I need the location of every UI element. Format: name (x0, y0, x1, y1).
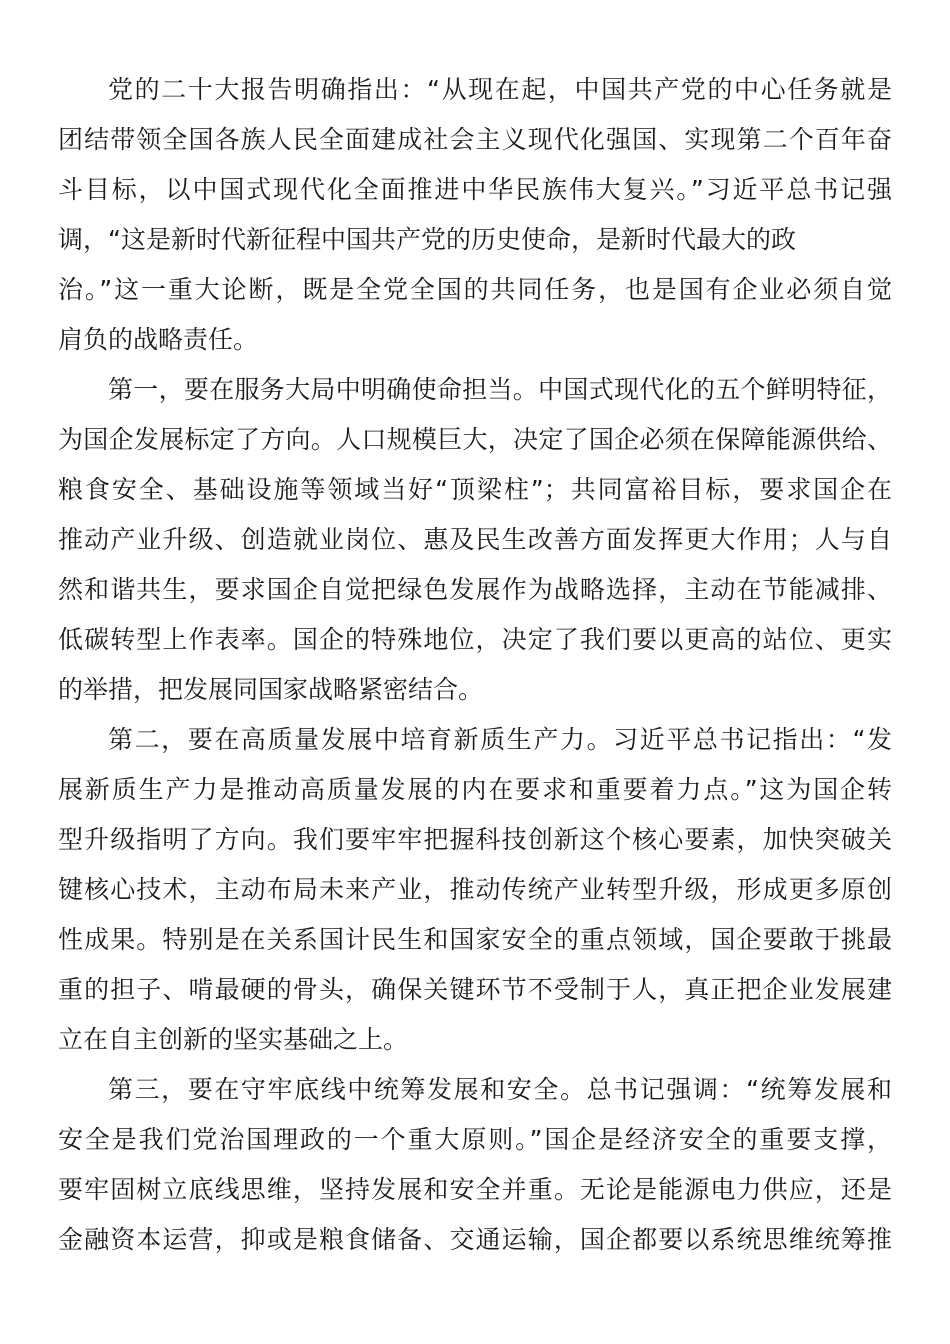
text-line: 型升级指明了方向。我们要牢牢把握科技创新这个核心要素，加快突破关 (58, 825, 892, 854)
text-line: 金融资本运营，抑或是粮食储备、交通运输，国企都要以系统思维统筹推 (58, 1225, 892, 1254)
text-line: 性成果。特别是在关系国计民生和国家安全的重点领域，国企要敢于挑最 (58, 925, 892, 954)
text-line: 肩负的战略责任。 (58, 325, 259, 354)
text-line: 低碳转型上作表率。国企的特殊地位，决定了我们要以更高的站位、更实 (58, 625, 892, 654)
text-line: 要牢固树立底线思维，坚持发展和安全并重。无论是能源电力供应，还是 (58, 1175, 892, 1204)
text-line: 为国企发展标定了方向。人口规模巨大，决定了国企必须在保障能源供给、 (58, 425, 892, 454)
text-line: 重的担子、啃最硬的骨头，确保关键环节不受制于人，真正把企业发展建 (58, 975, 892, 1004)
text-line: 党的二十大报告明确指出：“从现在起，中国共产党的中心任务就是 (108, 75, 892, 104)
text-line: 的举措，把发展同国家战略紧密结合。 (58, 675, 484, 704)
text-line: 第三，要在守牢底线中统筹发展和安全。总书记强调：“统筹发展和 (108, 1075, 892, 1104)
text-line: 安全是我们党治国理政的一个重大原则。”国企是经济安全的重要支撑， (58, 1125, 892, 1154)
text-line: 团结带领全国各族人民全面建成社会主义现代化强国、实现第二个百年奋 (58, 125, 892, 154)
text-line: 治。”这一重大论断，既是全党全国的共同任务，也是国有企业必须自觉 (58, 275, 892, 304)
text-line: 粮食安全、基础设施等领域当好“顶梁柱”；共同富裕目标，要求国企在 (58, 475, 892, 504)
text-line: 第一，要在服务大局中明确使命担当。中国式现代化的五个鲜明特征， (108, 375, 892, 404)
text-line: 展新质生产力是推动高质量发展的内在要求和重要着力点。”这为国企转 (58, 775, 892, 804)
text-line: 然和谐共生，要求国企自觉把绿色发展作为战略选择，主动在节能减排、 (58, 575, 892, 604)
text-line: 键核心技术，主动布局未来产业，推动传统产业转型升级，形成更多原创 (58, 875, 892, 904)
text-line: 立在自主创新的坚实基础之上。 (58, 1025, 409, 1054)
text-line: 推动产业升级、创造就业岗位、惠及民生改善方面发挥更大作用；人与自 (58, 525, 892, 554)
text-line: 斗目标，以中国式现代化全面推进中华民族伟大复兴。”习近平总书记强 (58, 175, 892, 204)
text-line: 第二，要在高质量发展中培育新质生产力。习近平总书记指出：“发 (108, 725, 892, 754)
text-line: 调，“这是新时代新征程中国共产党的历史使命，是新时代最大的政 (58, 225, 796, 254)
